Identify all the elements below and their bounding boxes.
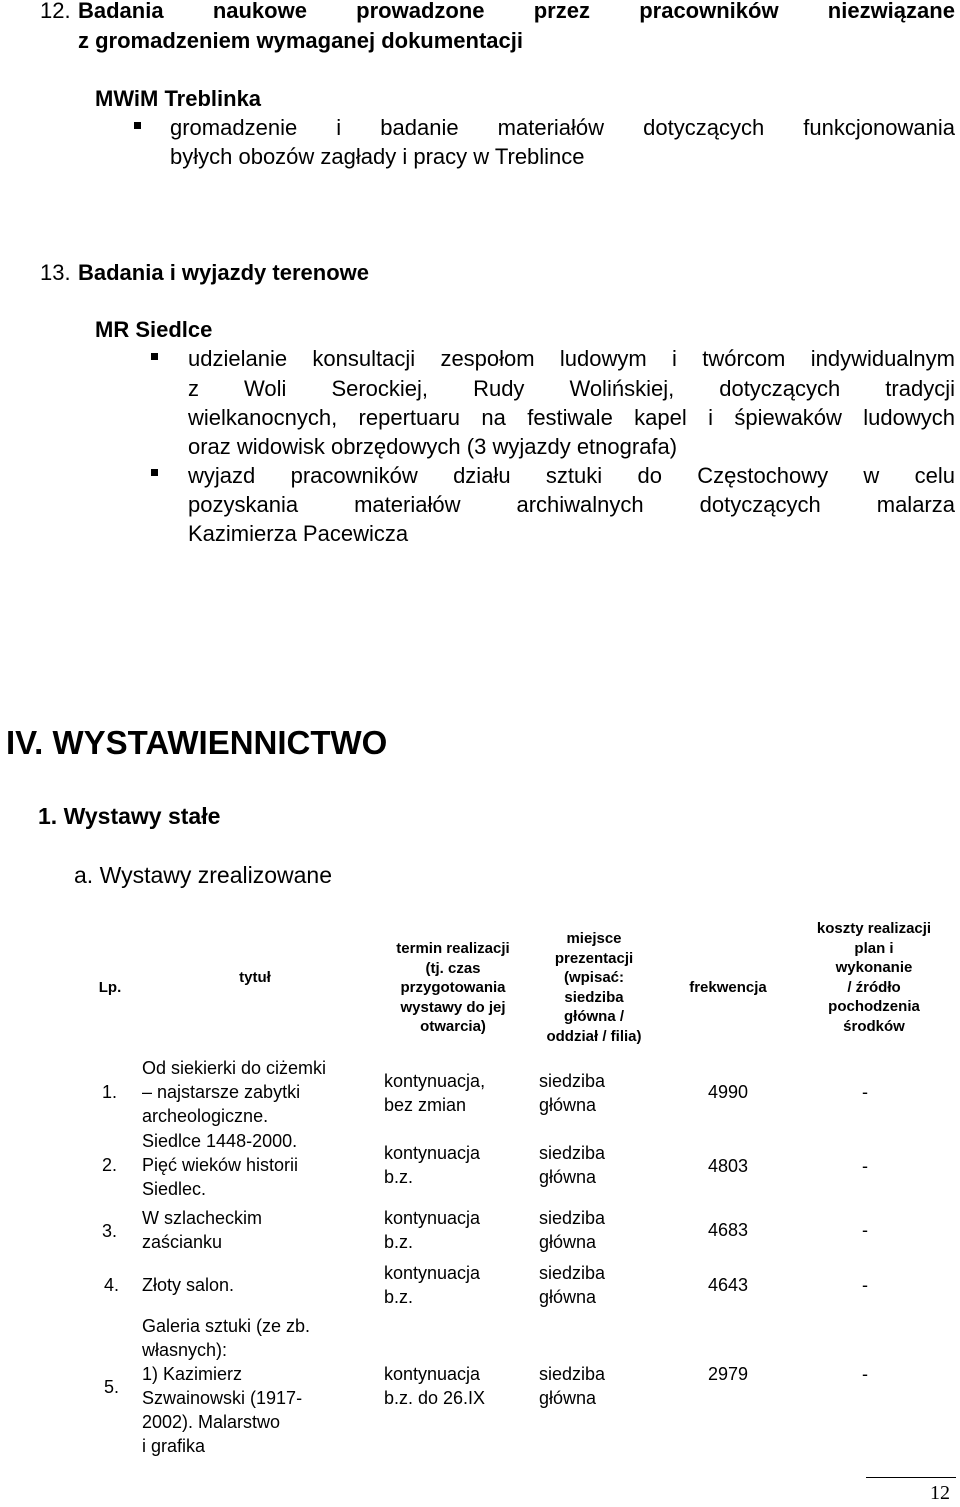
cell-line: Szwainowski (1917- bbox=[142, 1388, 303, 1408]
row1-termin bbox=[384, 1069, 485, 1117]
row1-title bbox=[142, 1056, 372, 1128]
row5-title bbox=[142, 1314, 372, 1458]
header-line: / źródło bbox=[847, 978, 901, 996]
cell-line: bez zmian bbox=[384, 1095, 467, 1115]
bullet-icon bbox=[151, 469, 158, 476]
section-13-bullet1-line2: z Woli Serockiej, Rudy Wolińskiej, dotyczących tradycji bbox=[188, 376, 955, 401]
cell-line: Siedlec. bbox=[142, 1179, 207, 1199]
cell-line: kontynuacja bbox=[384, 1143, 481, 1163]
header-line: (tj. czas bbox=[425, 959, 481, 977]
col-header-lp: Lp. bbox=[98, 979, 122, 996]
cell-line: b.z. do 26.IX bbox=[384, 1388, 486, 1408]
col-header-koszty bbox=[794, 919, 954, 1036]
row2-miejsce bbox=[539, 1141, 605, 1189]
header-line: miejsce bbox=[566, 930, 622, 947]
section-13-bullet1-line3: wielkanocnych, repertuaru na festiwale kapel i śpiewaków ludowych bbox=[188, 405, 955, 430]
bullet-word: funkcjonowania bbox=[803, 115, 955, 140]
cell-line: siedziba bbox=[539, 1143, 606, 1163]
col-header-frekwencja: frekwencja bbox=[689, 979, 767, 996]
row3-termin bbox=[384, 1206, 480, 1254]
cell-line: Od siekierki do ciżemki bbox=[142, 1058, 327, 1078]
row5-lp: 5. bbox=[104, 1377, 120, 1397]
header-line: główna / bbox=[564, 1008, 624, 1025]
title-word: Badania bbox=[78, 0, 164, 23]
cell-line: Siedlce 1448-2000. bbox=[142, 1131, 298, 1151]
row1-frekwencja: 4990 bbox=[707, 1082, 749, 1102]
bullet-word: dotyczących bbox=[643, 115, 765, 140]
header-line: wykonanie bbox=[835, 959, 913, 976]
row5-koszty: - bbox=[862, 1364, 868, 1384]
bullet-word: gromadzenie bbox=[170, 115, 298, 140]
header-line: środków bbox=[843, 1017, 905, 1035]
subsection-a-title: a. Wystawy zrealizowane bbox=[74, 862, 332, 888]
cell-line: Złoty salon. bbox=[142, 1275, 235, 1295]
section-12-number: 12. bbox=[40, 0, 71, 23]
header-line: termin realizacji bbox=[396, 940, 510, 957]
cell-line: 2002). Malarstwo bbox=[142, 1412, 281, 1432]
row1-koszty: - bbox=[862, 1082, 868, 1102]
row4-title bbox=[142, 1273, 372, 1297]
cell-line: kontynuacja, bbox=[384, 1071, 486, 1091]
cell-line: siedziba bbox=[539, 1364, 606, 1384]
row5-termin bbox=[384, 1362, 485, 1410]
page-number: 12 bbox=[930, 1482, 950, 1504]
row2-lp: 2. bbox=[102, 1155, 118, 1175]
header-line: (wpisać: bbox=[563, 969, 624, 986]
row3-miejsce bbox=[539, 1206, 605, 1254]
row1-miejsce bbox=[539, 1069, 605, 1117]
row4-frekwencja: 4643 bbox=[707, 1275, 749, 1295]
section-13-number: 13. bbox=[40, 260, 71, 285]
row5-frekwencja: 2979 bbox=[707, 1364, 749, 1384]
row3-koszty: - bbox=[862, 1220, 868, 1240]
col-header-miejsce bbox=[524, 929, 664, 1046]
cell-line: b.z. bbox=[384, 1232, 414, 1252]
row1-lp: 1. bbox=[102, 1082, 118, 1102]
row4-koszty: - bbox=[862, 1275, 868, 1295]
header-line: otwarcia) bbox=[420, 1018, 486, 1035]
bullet-word: i bbox=[336, 115, 342, 140]
bullet-icon bbox=[134, 122, 141, 129]
cell-line: – najstarsze zabytki bbox=[142, 1082, 301, 1102]
row3-frekwencja: 4683 bbox=[707, 1220, 749, 1240]
row3-title bbox=[142, 1206, 372, 1254]
header-line: pochodzenia bbox=[828, 998, 920, 1015]
cell-line: 1) Kazimierz bbox=[142, 1364, 243, 1384]
col-header-tytul: tytuł bbox=[239, 969, 271, 986]
cell-line: zaścianku bbox=[142, 1232, 223, 1252]
row4-miejsce bbox=[539, 1261, 605, 1309]
cell-line: b.z. bbox=[384, 1167, 414, 1187]
row2-koszty: - bbox=[862, 1156, 868, 1176]
header-line: plan i bbox=[854, 939, 894, 957]
chapter-title: IV. WYSTAWIENNICTWO bbox=[6, 724, 388, 761]
section-12-institution: MWiM Treblinka bbox=[95, 86, 262, 111]
cell-line: kontynuacja bbox=[384, 1208, 481, 1228]
header-line: koszty realizacji bbox=[816, 920, 932, 937]
cell-line: główna bbox=[539, 1095, 597, 1115]
header-line: prezentacji bbox=[554, 949, 634, 967]
cell-line: siedziba bbox=[539, 1071, 606, 1091]
row4-lp: 4. bbox=[104, 1275, 120, 1295]
cell-line: siedziba bbox=[539, 1208, 606, 1228]
row4-termin bbox=[384, 1261, 480, 1309]
cell-line: siedziba bbox=[539, 1263, 606, 1283]
row5-miejsce bbox=[539, 1362, 605, 1410]
cell-line: główna bbox=[539, 1388, 597, 1408]
header-line: siedziba bbox=[564, 988, 624, 1006]
bullet-word: materiałów bbox=[497, 115, 605, 140]
row2-frekwencja: 4803 bbox=[707, 1156, 749, 1176]
section-12-title-line1 bbox=[78, 0, 955, 25]
title-word: prowadzone bbox=[356, 0, 485, 23]
row2-termin bbox=[384, 1141, 480, 1189]
cell-line: b.z. bbox=[384, 1287, 414, 1307]
section-13-title: Badania i wyjazdy terenowe bbox=[78, 260, 369, 285]
cell-line: kontynuacja bbox=[384, 1364, 481, 1384]
section-13-bullet2-line3: Kazimierza Pacewicza bbox=[188, 521, 409, 546]
cell-line: archeologiczne. bbox=[142, 1106, 269, 1126]
subsection-title: 1. Wystawy stałe bbox=[38, 803, 221, 829]
section-13-bullet2-line1: wyjazd pracowników działu sztuki do Częstochowy w celu bbox=[188, 463, 955, 488]
title-word: przez bbox=[533, 0, 590, 23]
section-13-bullet1-line1: udzielanie konsultacji zespołom ludowym i twórcom indywidualnym bbox=[188, 346, 955, 371]
header-line: wystawy do jej bbox=[400, 998, 506, 1016]
cell-line: Pięć wieków historii bbox=[142, 1155, 299, 1175]
section-12-bullet-line1 bbox=[170, 113, 955, 142]
cell-line: główna bbox=[539, 1287, 597, 1307]
page-number-divider bbox=[866, 1477, 956, 1478]
title-word: pracowników bbox=[639, 0, 779, 23]
cell-line: własnych): bbox=[142, 1340, 228, 1360]
section-13-bullet2-line2: pozyskania materiałów archiwalnych dotyczących malarza bbox=[188, 492, 955, 517]
section-12-title-line2: z gromadzeniem wymaganej dokumentacji bbox=[78, 28, 524, 53]
cell-line: główna bbox=[539, 1167, 597, 1187]
cell-line: W szlacheckim bbox=[142, 1208, 263, 1228]
cell-line: główna bbox=[539, 1232, 597, 1252]
cell-line: kontynuacja bbox=[384, 1263, 481, 1283]
header-line: oddział / filia) bbox=[546, 1027, 642, 1045]
title-word: naukowe bbox=[212, 0, 307, 23]
section-13-institution: MR Siedlce bbox=[95, 317, 213, 342]
header-line: przygotowania bbox=[400, 979, 506, 996]
cell-line: i grafika bbox=[142, 1436, 206, 1456]
bullet-word: badanie bbox=[380, 115, 459, 140]
title-word: niezwiązane bbox=[827, 0, 955, 23]
col-header-termin bbox=[374, 939, 532, 1037]
row3-lp: 3. bbox=[102, 1221, 118, 1241]
cell-line: Galeria sztuki (ze zb. bbox=[142, 1316, 311, 1336]
bullet-icon bbox=[151, 353, 158, 360]
row2-title bbox=[142, 1129, 372, 1201]
section-13-bullet1-line4: oraz widowisk obrzędowych (3 wyjazdy etnografa) bbox=[188, 434, 678, 459]
section-12-bullet-line2: byłych obozów zagłady i pracy w Treblince bbox=[170, 144, 585, 169]
